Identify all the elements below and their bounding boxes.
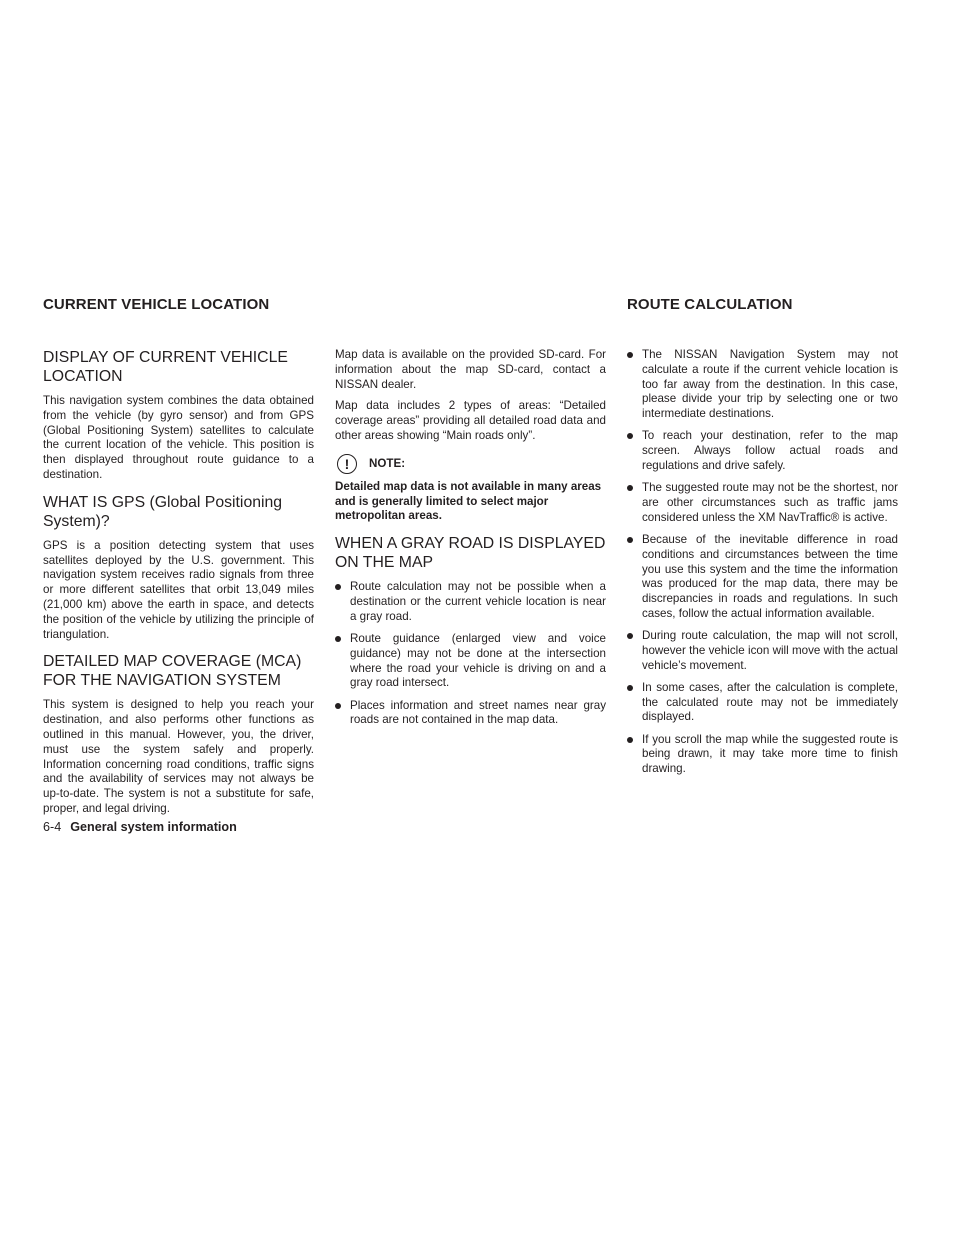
list-item [627,348,898,422]
paragraph-display-current-location: This navigation system combines the data obtained from the vehicle (by gyro sensor) and from GPS (Global Positioning System) satellites to calculate the current location of the vehicle. This position is then displayed throughout route guidance to a destination. [43,394,314,481]
section-title-current-vehicle-location: CURRENT VEHICLE LOCATION [43,296,270,313]
bullet-icon [627,433,633,439]
list-item [335,632,606,691]
bullet-icon [627,537,633,543]
bullet-icon [335,584,341,590]
column-middle [335,348,606,736]
page-footer [43,820,237,834]
gray-road-list [335,580,606,728]
list-item [627,429,898,473]
list-item-text: The suggested route may not be the shortest, nor are other circumstances such as traffic jams considered unless the XM NavTraffic® is active. [642,481,898,524]
bullet-icon [627,685,633,691]
paragraph-what-is-gps: GPS is a position detecting system that uses satellites deployed by the U.S. government. This navigation system receives radio signals from three or more different satellites that orbit 13,049 miles (21,000 km) above the earth in space, and detects the position of the vehicle by utilizing the principle of triangulation. [43,538,314,641]
list-item-text: Places information and street names near gray roads are not contained in the map data. [350,698,606,727]
list-item [335,699,606,729]
bullet-icon [335,703,341,709]
list-item-text: Because of the inevitable difference in road conditions and circumstances between the time you use this system and the time the information was produced for the map data, there may be discrepancies in roads and regulations. In such cases, follow the actual information available. [642,532,898,620]
route-calculation-list [627,348,898,777]
list-item [627,533,898,622]
list-item-text: If you scroll the map while the suggested route is being drawn, it may take more time to finish drawing. [642,732,898,776]
paragraph-detailed-map-coverage: This system is designed to help you reach your destination, and also performs other functions as outlined in this manual. However, you, the driver, must use the system safely and properly. Information concerning road conditions, traffic signs and the availability of services may not always be up-to-date. The system is not a substitute for safe, proper, and legal driving. [43,698,314,815]
exclamation-icon: ! [337,454,357,474]
column-right [627,348,898,784]
list-item-text: In some cases, after the calculation is complete, the calculated route may not be immediately displayed. [642,680,898,724]
column-left [43,348,314,824]
bullet-icon [627,352,633,358]
list-item [627,681,898,725]
heading-gray-road: WHEN A GRAY ROAD IS DISPLAYED ON THE MAP [335,535,606,572]
list-item-text: During route calculation, the map will not scroll, however the vehicle icon will move with the actual vehicle’s movement. [642,629,898,672]
list-item-text: Route calculation may not be possible when a destination or the current vehicle location is near a gray road. [350,580,606,623]
footer-section-title: General system information [70,820,237,834]
heading-what-is-gps: WHAT IS GPS (Global Positioning System)? [43,493,283,530]
bullet-icon [627,737,633,743]
list-item [335,580,606,624]
note-callout [335,454,606,474]
heading-display-current-location: DISPLAY OF CURRENT VEHICLE LOCATION [43,349,288,385]
list-item [627,733,898,777]
heading-detailed-map-coverage: DETAILED MAP COVERAGE (MCA) FOR THE NAVIGATION SYSTEM [43,653,302,690]
page-number: 6-4 [43,820,62,834]
bullet-icon [627,633,633,639]
list-item-text: Route guidance (enlarged view and voice guidance) may not be done at the intersection where the road your vehicle is driving on and a gray road intersect. [350,631,606,690]
note-text: Detailed map data is not available in many areas and is generally limited to select major metropolitan areas. [335,479,602,523]
list-item [627,629,898,673]
section-title-route-calculation: ROUTE CALCULATION [627,296,793,313]
bullet-icon [335,636,341,642]
bullet-icon [627,485,633,491]
list-item [627,481,898,525]
paragraph-sd-card: Map data is available on the provided SD-card. For information about the map SD-card, contact a NISSAN dealer. [335,348,606,391]
paragraph-map-area-types: Map data includes 2 types of areas: “Detailed coverage areas” providing all detailed road data and other areas showing “Main roads only”. [335,399,606,442]
list-item-text: The NISSAN Navigation System may not calculate a route if the current vehicle location is too far away from the destination. In this case, please divide your trip by selecting one or two intermediate destinations. [642,348,898,421]
list-item-text: To reach your destination, refer to the map screen. Always follow actual roads and regulations and drive safely. [642,429,898,472]
note-label: NOTE: [369,457,406,471]
